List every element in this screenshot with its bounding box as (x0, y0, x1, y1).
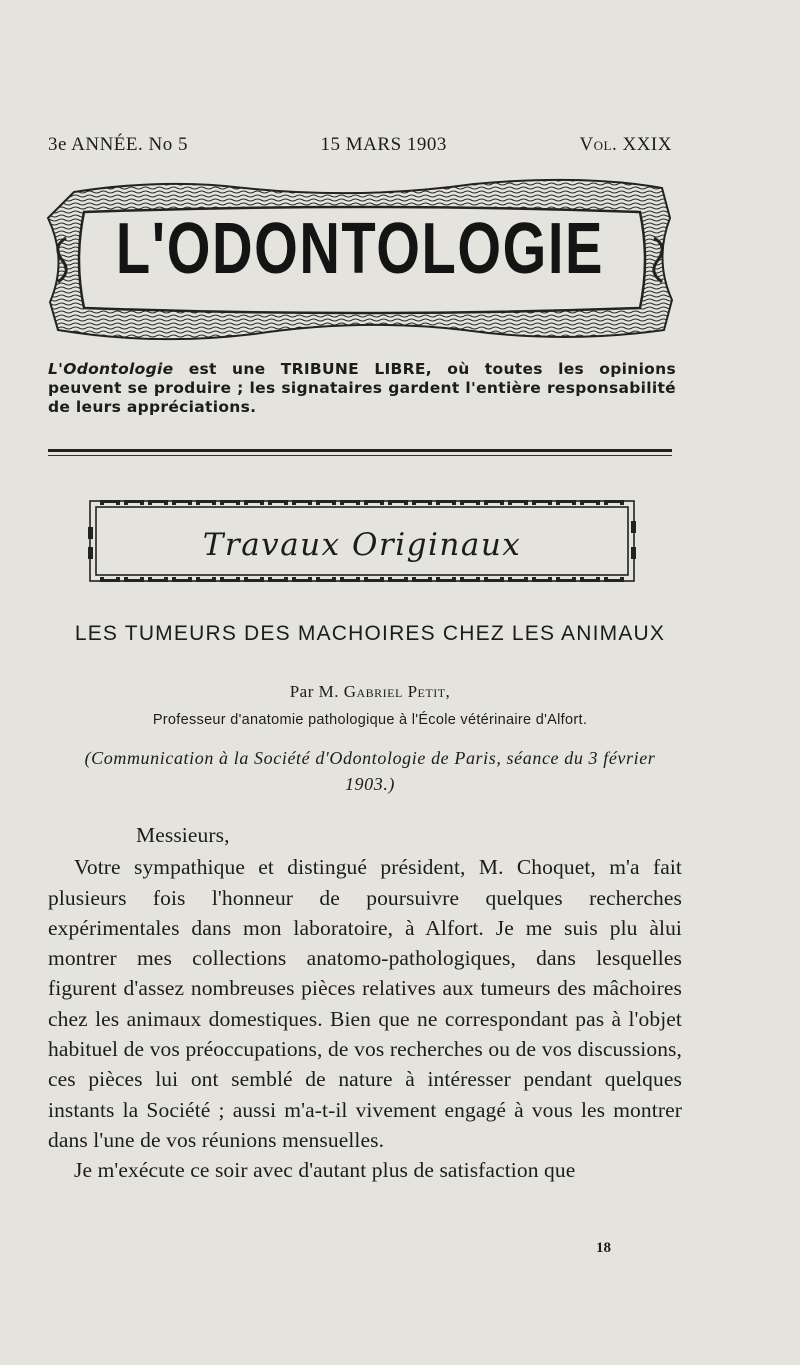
salutation: Messieurs, (136, 823, 230, 847)
divider-thick (48, 449, 672, 452)
author-name: Gabriel Petit, (343, 682, 451, 701)
journal-title: L'ODONTOLOGIE (115, 209, 605, 289)
article-body (48, 820, 682, 1186)
volume-number: Vol. XXIX (579, 134, 672, 155)
author-line (70, 682, 670, 702)
section-heading-box (88, 497, 636, 585)
running-header (48, 134, 672, 156)
communication-note: (Communication à la Société d'Odontologie de Paris, séance du 3 février 1903.) (84, 748, 656, 794)
author-affiliation: Professeur d'anatomie pathologique à l'École vétérinaire d'Alfort. (152, 712, 588, 728)
page-number: 18 (596, 1240, 611, 1256)
editorial-statement: est une TRIBUNE LIBRE, où toutes les opinions peuvent se produire ; les signataires gardent l'entière responsabilité de leurs appréciations. (48, 360, 676, 416)
masthead-banner (44, 178, 676, 342)
section-title: Travaux Originaux (202, 527, 522, 563)
author-prefix: Par M. (289, 682, 339, 701)
paragraph: Votre sympathique et distingué président, M. Choquet, m'a fait plusieurs fois l'honneur de poursuivre quelques recherches expérimentales dans mon laboratoire, à Alfort. Je me suis plu àlui montrer mes collections anatomo-pathologiques, dans lesquelles figurent d'assez nombreuses pièces relatives aux tumeurs des mâchoires chez les animaux domestiques. Bien que ne correspondant pas à l'objet habituel de vos préoccupations, de vos recherches ou de vos discussions, ces pièces lui ont semblé de nature à intéresser pendant quelques instants la Société ; aussi m'a-t-il vivement engagé à vous les montrer dans l'une de vos réunions mensuelles. (48, 855, 682, 1152)
article-title: LES TUMEURS DES MACHOIRES CHEZ LES ANIMAUX (74, 622, 666, 645)
year-issue: 3e ANNÉE. No 5 (48, 134, 188, 155)
issue-date: 15 MARS 1903 (320, 134, 447, 155)
divider-thin (48, 455, 672, 456)
journal-name: L'Odontologie (48, 360, 174, 378)
editorial-notice (48, 360, 676, 417)
paragraph: Je m'exécute ce soir avec d'autant plus de satisfaction que (74, 1158, 576, 1183)
